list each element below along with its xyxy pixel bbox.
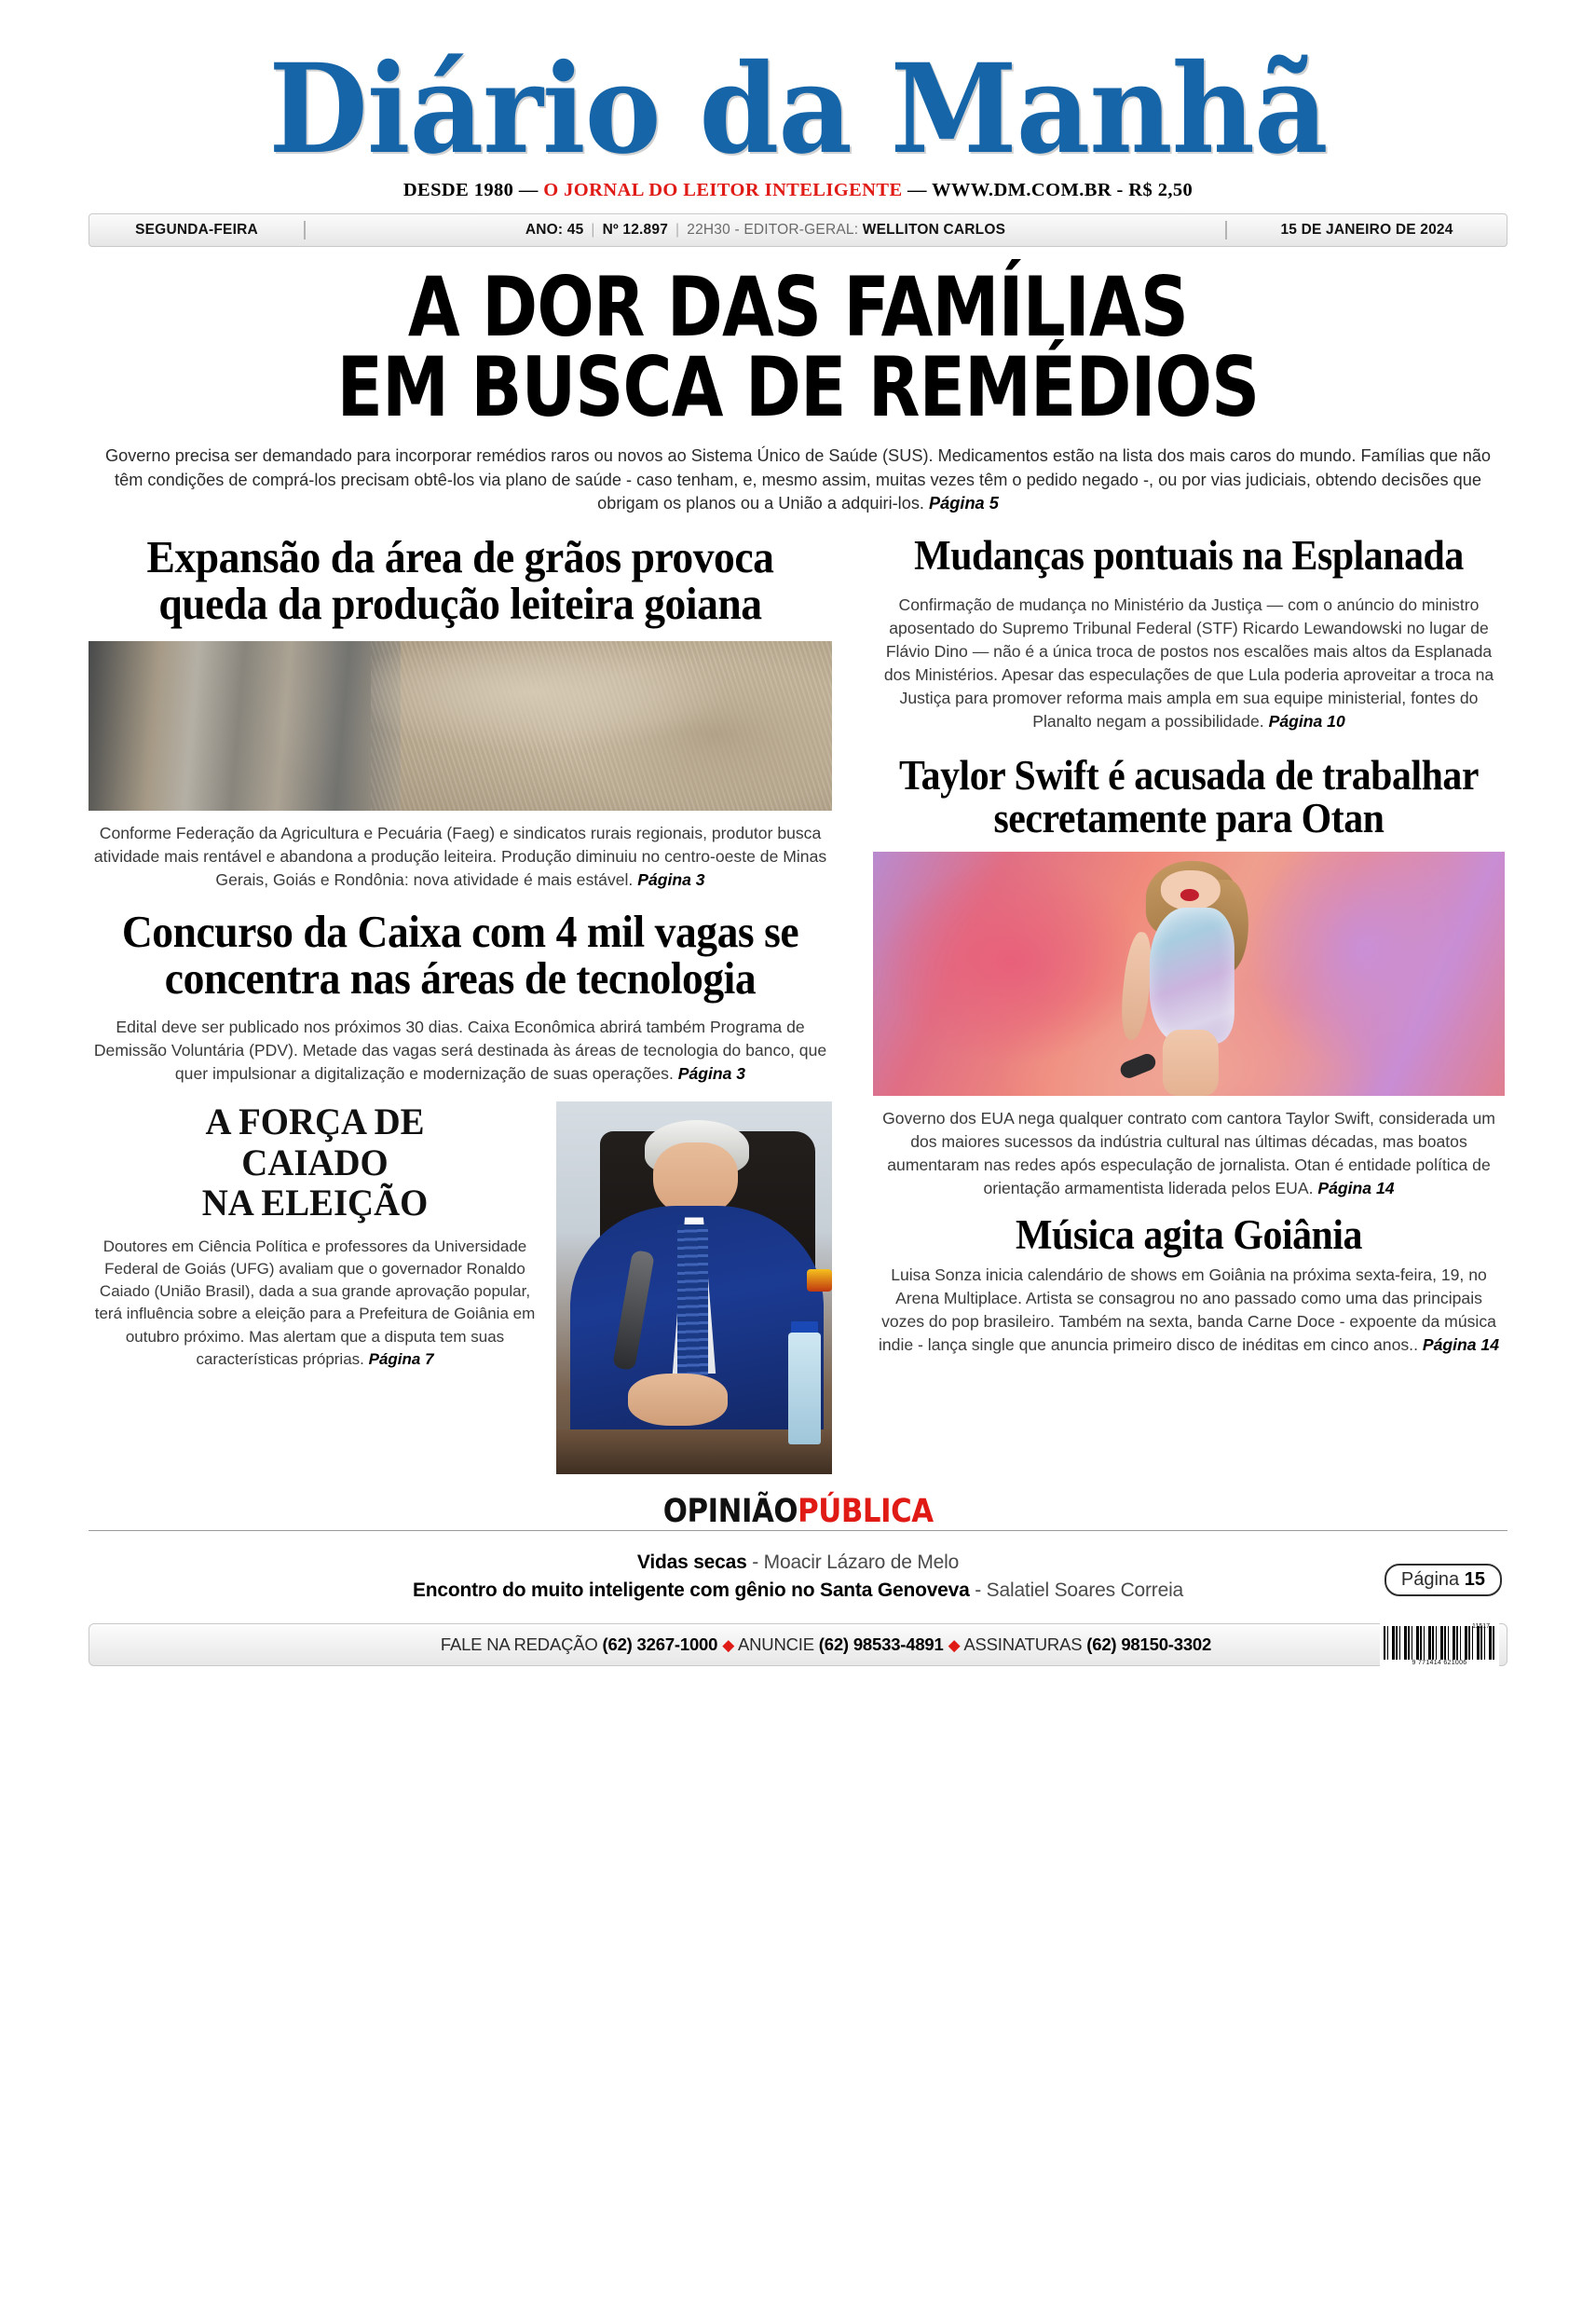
- swift-mouth-shape: [1180, 889, 1198, 901]
- hands-shape: [628, 1374, 728, 1426]
- anuncie-label: ANUNCIE: [737, 1634, 819, 1655]
- barcode-number: 9 771414 621006: [1412, 1659, 1467, 1666]
- main-lead-text: Governo precisa ser demandado para incorporar remédios raros ou novos ao Sistema Único de Saúde (SUS). Medicamentos estão na lista dos mais caros do mundo. Famílias que não têm condições de comprá-los precisam obtê-los via plano de saúde - caso tenham, e, mesmo assim, muitas vezes têm o pedido negado -, ou por vias judiciais, obtendo decisões que obrigam os planos ou a União a adquiri-los.: [104, 446, 1492, 513]
- opiniao-title-black: OPINIÃO: [662, 1493, 798, 1531]
- caiado-section: [89, 1101, 832, 1474]
- swift-caption-text: Governo dos EUA nega qualquer contrato com cantora Taylor Swift, considerada um dos maiores sucessos da indústria cultural nas últimas décadas, mas boatos aumentaram nas redes após especulação de jornalista. Otan é entidade política de orientação armamentista liderada pelos EUA.: [882, 1108, 1495, 1197]
- opiniao-item-1-title: Vidas secas: [636, 1552, 747, 1574]
- opiniao-title-red: PÚBLICA: [797, 1493, 934, 1531]
- masthead-tagline: [89, 180, 1507, 201]
- swift-microphone-shape: [1118, 1052, 1158, 1081]
- separator-1: |: [591, 222, 595, 238]
- tie-shape: [677, 1224, 708, 1381]
- esplanada-body: [873, 594, 1505, 733]
- swift-legs-shape: [1163, 1030, 1219, 1095]
- issue-year: ANO: 45: [525, 222, 584, 238]
- assinaturas-label: ASSINATURAS: [963, 1634, 1087, 1655]
- masthead: [89, 0, 1507, 201]
- swift-dress-shape: [1150, 908, 1235, 1044]
- swift-caption: [873, 1107, 1505, 1200]
- cow-milking-photo: [89, 641, 832, 811]
- yellow-microphone-shape: [807, 1269, 832, 1292]
- caiado-headline-line-2: CAIADO: [241, 1141, 389, 1183]
- issue-details: [306, 222, 1225, 239]
- opiniao-page-number: 15: [1464, 1569, 1485, 1591]
- esplanada-body-text: Confirmação de mudança no Ministério da Justiça — com o anúncio do ministro aposentado do Supremo Tribunal Federal (STF) Ricardo Lewandowski no lugar de Flávio Dino — não é a única troca de postos nos escalões mais altos da Esplanada dos Ministérios. Apesar das especulações de que Lula poderia aproveitar a troca na Justiça para promover reforma mais ampla em sua equipe ministerial, fontes do Planalto negam a possibilidade.: [883, 595, 1494, 731]
- caiado-headline-line-3: NA ELEIÇÃO: [201, 1181, 429, 1224]
- water-bottle-shape: [788, 1333, 822, 1444]
- newspaper-title: Diário da Manhã: [268, 37, 1328, 182]
- opiniao-item-1-author: - Moacir Lázaro de Melo: [746, 1552, 960, 1574]
- grains-page-ref[interactable]: Página 3: [637, 869, 705, 889]
- issue-date: 15 DE JANEIRO DE 2024: [1280, 222, 1453, 238]
- content-columns: [89, 530, 1507, 1475]
- barcode-bars-icon: [1384, 1626, 1495, 1660]
- redacao-label: FALE NA REDAÇÃO: [440, 1634, 603, 1655]
- esplanada-headline[interactable]: Mudanças pontuais na Esplanada: [914, 531, 1464, 579]
- opiniao-page-badge[interactable]: [1385, 1564, 1502, 1596]
- barcode-addon: 11517: [1472, 1623, 1490, 1631]
- weekday-label: SEGUNDA-FEIRA: [135, 222, 258, 238]
- assinaturas-phone[interactable]: (62) 98150-3302: [1086, 1634, 1212, 1655]
- caiado-headline-line-1: A FORÇA DE: [205, 1101, 425, 1143]
- swift-page-ref[interactable]: Página 14: [1317, 1178, 1395, 1197]
- grains-caption-text: Conforme Federação da Agricultura e Pecuária (Faeg) e sindicatos rurais regionais, produtor busca atividade mais rentável e abandona a produção leiteira. Produção diminuiu no centro-oeste de Minas Gerais, Goiás e Rondônia: nova atividade é mais estável.: [93, 823, 827, 889]
- opiniao-divider-rule: [89, 1530, 1507, 1531]
- main-headline-line-2: EM BUSCA DE REMÉDIOS: [336, 339, 1260, 436]
- editor-name: WELLITON CARLOS: [862, 222, 1006, 238]
- tagline-post: — WWW.DM.COM.BR - R$ 2,50: [902, 180, 1194, 200]
- left-column: [89, 530, 853, 1475]
- issue-info-bar: [89, 213, 1507, 247]
- caixa-body-text: Edital deve ser publicado nos próximos 30 dias. Caixa Econômica abrirá também Programa de Demissão Voluntária (PDV). Metade das vagas será destinada às áreas de tecnologia do banco, que quer impulsionar a digitalização e modernização de suas operações.: [93, 1017, 827, 1083]
- tagline-pre: DESDE 1980 —: [402, 180, 544, 200]
- opiniao-publica-section: [89, 1493, 1507, 1605]
- right-column: [853, 531, 1505, 1475]
- opiniao-item-2-title: Encontro do muito inteligente com gênio no Santa Genoveva: [412, 1579, 970, 1602]
- anuncie-phone[interactable]: (62) 98533-4891: [818, 1634, 944, 1655]
- opiniao-list: [89, 1549, 1507, 1605]
- contact-footer-bar: [89, 1623, 1507, 1666]
- musica-page-ref[interactable]: Página 14: [1422, 1334, 1499, 1354]
- grains-caption: [89, 822, 832, 892]
- musica-body: [873, 1264, 1505, 1357]
- barcode: [1380, 1621, 1499, 1670]
- swift-headline[interactable]: Taylor Swift é acusada de trabalhar secretamente para Otan: [899, 751, 1479, 842]
- main-page-ref[interactable]: Página 5: [929, 493, 999, 513]
- opiniao-item-1[interactable]: [89, 1549, 1507, 1577]
- redacao-phone[interactable]: (62) 3267-1000: [602, 1634, 718, 1655]
- caiado-body-text: Doutores em Ciência Política e professores da Universidade Federal de Goiás (UFG) avaliam que o governador Ronaldo Caiado (União Brasil), dada a sua grande aprovação popular, terá influência sobre a eleição para a Prefeitura de Goiânia em outubro próximo. Mas alertam que a disputa tem suas características próprias.: [94, 1238, 536, 1368]
- issue-number: Nº 12.897: [602, 222, 669, 238]
- musica-headline[interactable]: Música agita Goiânia: [1015, 1210, 1362, 1258]
- caiado-page-ref[interactable]: Página 7: [368, 1349, 434, 1368]
- opiniao-page-label: Página: [1400, 1569, 1465, 1591]
- caiado-text-block: [89, 1101, 541, 1474]
- caixa-body: [89, 1016, 832, 1086]
- caixa-headline[interactable]: Concurso da Caixa com 4 mil vagas se concentra nas áreas de tecnologia: [121, 905, 799, 1005]
- opiniao-item-2-author: - Salatiel Soares Correia: [969, 1579, 1184, 1602]
- taylor-swift-photo: [873, 852, 1505, 1096]
- esplanada-page-ref[interactable]: Página 10: [1268, 711, 1345, 731]
- diamond-separator-1-icon: ◆: [722, 1636, 735, 1655]
- main-headline-line-1: A DOR DAS FAMÍLIAS: [407, 259, 1189, 355]
- editor-label: EDITOR-GERAL:: [743, 222, 859, 238]
- caiado-body: [89, 1236, 541, 1371]
- main-headline: [216, 259, 1380, 436]
- tagline-slogan: O JORNAL DO LEITOR INTELIGENTE: [543, 180, 903, 200]
- issue-time: 22H30: [687, 222, 730, 238]
- contact-info: [89, 1634, 1507, 1655]
- caiado-headline[interactable]: [95, 1101, 534, 1223]
- grains-headline[interactable]: Expansão da área de grãos provoca queda da produção leiteira goiana: [146, 530, 774, 630]
- separator-3: -: [730, 222, 744, 238]
- opiniao-title: [649, 1493, 946, 1530]
- musica-body-text: Luisa Sonza inicia calendário de shows em Goiânia na próxima sexta-feira, 19, no Arena Multiplace. Artista se consagrou no ano passado como uma das principais vozes do pop brasileiro. Também na sexta, banda Carne Doce - expoente da música indie - lança single que anuncia primeiro disco de inéditas em cinco anos..: [878, 1265, 1496, 1354]
- swift-figure-shape: [1107, 861, 1271, 1096]
- main-lead-paragraph: [89, 444, 1507, 514]
- diamond-separator-2-icon: ◆: [948, 1636, 961, 1655]
- separator-2: |: [675, 222, 680, 238]
- ronaldo-caiado-photo: [556, 1101, 832, 1474]
- opiniao-item-2[interactable]: [89, 1577, 1507, 1605]
- caixa-page-ref[interactable]: Página 3: [677, 1063, 746, 1083]
